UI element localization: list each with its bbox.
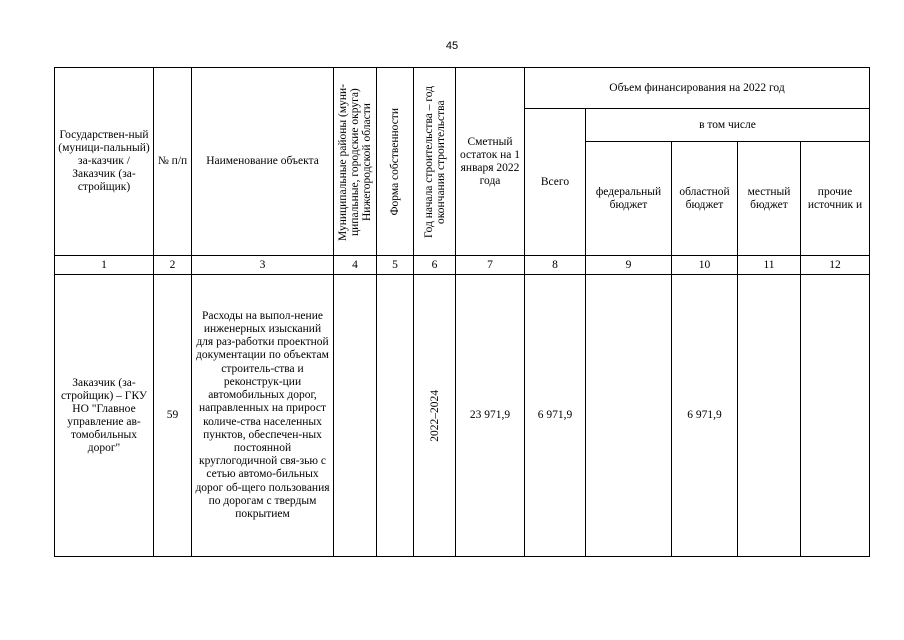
header-municipal-districts [334, 68, 377, 256]
column-number: 1 [55, 256, 154, 275]
cell-local [738, 275, 801, 557]
column-number: 11 [738, 256, 801, 275]
column-number: 5 [377, 256, 414, 275]
header-other-sources: прочие источник и [801, 142, 870, 256]
cell-federal [586, 275, 672, 557]
cell-object-name: Расходы на выпол-нение инженерных изысканий для раз-работки проектной документации по объектам строитель-ства и реконструк-ции автомобильных дорог, направленных на прирост количе-ства населенных пунктов, обеспечен-ных постоянной круглогодичной свя-зью с сетью автомо-бильных дорог об-щего пользования по дорогам с твердым покрытием [192, 275, 334, 557]
column-number: 2 [154, 256, 192, 275]
cell-municipal [334, 275, 377, 557]
cell-estimate-balance: 23 971,9 [456, 275, 525, 557]
header-municipal-districts-text: Муниципальные районы (муни-ципальные, городские округа) Нижегородской области [337, 82, 373, 241]
column-number: 12 [801, 256, 870, 275]
header-number: № п/п [154, 68, 192, 256]
header-federal-budget: федеральный бюджет [586, 142, 672, 256]
header-local-budget: местный бюджет [738, 142, 801, 256]
header-total: Всего [525, 109, 586, 256]
cell-other [801, 275, 870, 557]
column-number: 7 [456, 256, 525, 275]
header-regional-budget: областной бюджет [672, 142, 738, 256]
header-ownership-form [377, 68, 414, 256]
column-number: 4 [334, 256, 377, 275]
cell-regional: 6 971,9 [672, 275, 738, 557]
header-including: в том числе [586, 109, 870, 142]
cell-ownership [377, 275, 414, 557]
table-row [55, 275, 870, 557]
header-ownership-form-text: Форма собственности [389, 107, 401, 216]
cell-construction-years [414, 275, 456, 557]
column-number: 10 [672, 256, 738, 275]
column-number: 8 [525, 256, 586, 275]
cell-customer: Заказчик (за-стройщик) – ГКУ НО "Главное управление ав-томобильных дорог" [55, 275, 154, 557]
page-number: 45 [445, 40, 459, 52]
financing-table [54, 67, 870, 557]
header-object-name: Наименование объекта [192, 68, 334, 256]
column-number: 9 [586, 256, 672, 275]
header-construction-years-text: Год начала строительства – год окончания строительства [422, 85, 447, 238]
cell-total: 6 971,9 [525, 275, 586, 557]
cell-number: 59 [154, 275, 192, 557]
cell-construction-years-text: 2022–2024 [428, 389, 441, 442]
header-financing-2022: Объем финансирования на 2022 год [525, 68, 870, 109]
header-customer: Государствен-ный (муници-пальный) за-казчик / Заказчик (за-стройщик) [55, 68, 154, 256]
header-construction-years [414, 68, 456, 256]
column-number: 6 [414, 256, 456, 275]
column-number: 3 [192, 256, 334, 275]
header-estimate-balance: Сметный остаток на 1 января 2022 года [456, 68, 525, 256]
